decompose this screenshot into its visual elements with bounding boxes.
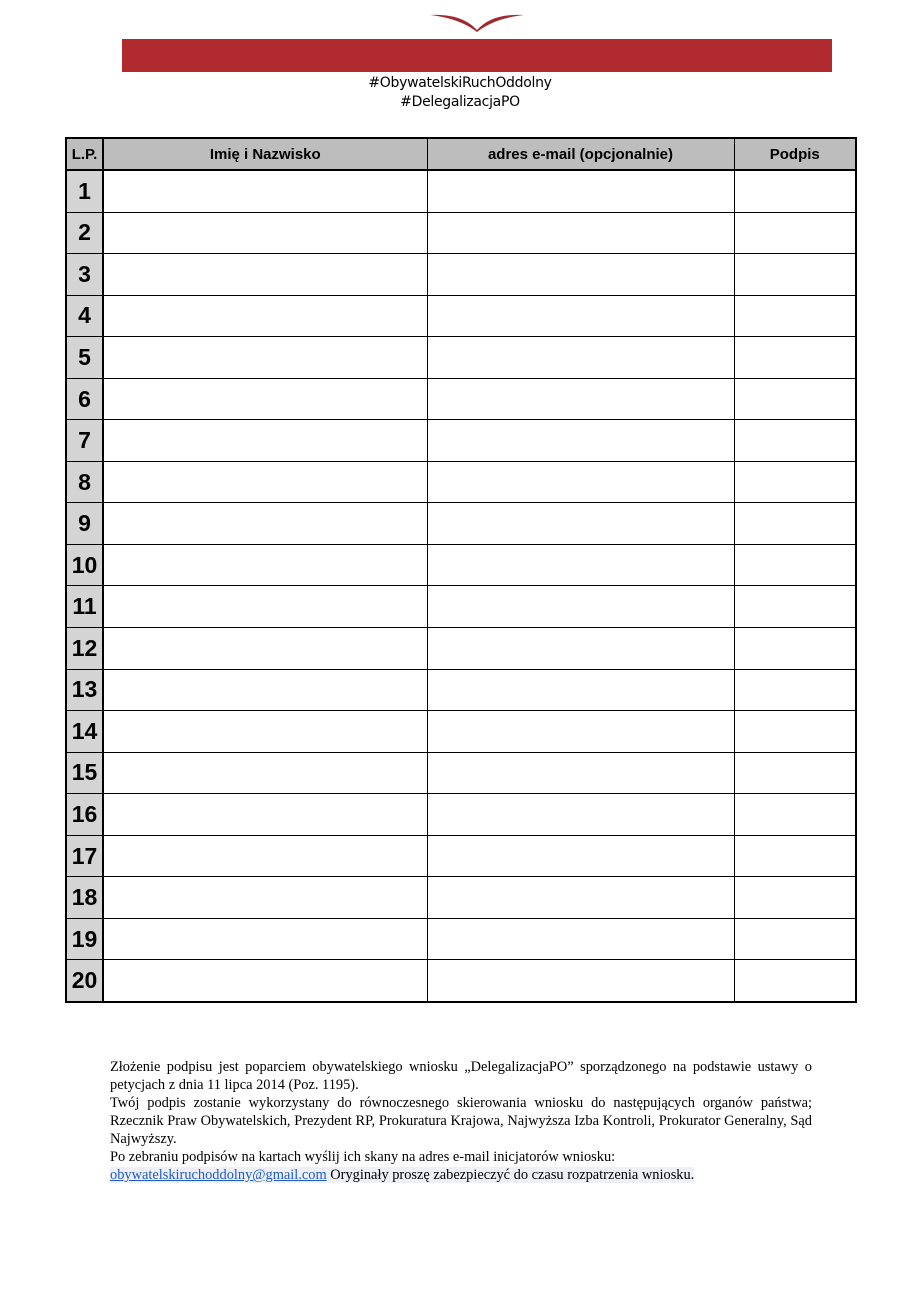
signature-cell[interactable] [734,378,856,420]
email-cell[interactable] [427,212,734,254]
table-row [66,212,856,254]
row-number: 3 [66,254,103,296]
row-number: 18 [66,877,103,919]
signature-cell[interactable] [734,212,856,254]
signature-cell[interactable] [734,544,856,586]
row-number: 15 [66,752,103,794]
row-number: 5 [66,337,103,379]
row-number: 8 [66,461,103,503]
name-cell[interactable] [103,337,427,379]
footer-notice [110,1058,812,1184]
table-row [66,835,856,877]
table-row [66,711,856,753]
row-number: 2 [66,212,103,254]
signature-cell[interactable] [734,711,856,753]
signature-cell[interactable] [734,586,856,628]
signature-cell[interactable] [734,960,856,1002]
table-row [66,461,856,503]
name-cell[interactable] [103,960,427,1002]
footer-paragraph-1: Złożenie podpisu jest poparciem obywatelskiego wniosku „DelegalizacjaPO” sporządzonego na podstawie ustawy o petycjach z dnia 11 lipca 2014 (Poz. 1195). [110,1059,812,1093]
signature-cell[interactable] [734,835,856,877]
signature-cell[interactable] [734,420,856,462]
signature-cell[interactable] [734,503,856,545]
row-number: 11 [66,586,103,628]
footer-closing-text: Oryginały proszę zabezpieczyć do czasu rozpatrzenia wniosku. [326,1167,695,1183]
footer-paragraph-2: Twój podpis zostanie wykorzystany do równoczesnego skierowania wniosku do następujących organów państwa; Rzecznik Praw Obywatelskich, Prezydent RP, Prokuratura Krajowa, Najwyższa Izba Kontroli, Prokurator Generalny, Sąd Najwyższy. [110,1095,812,1147]
email-cell[interactable] [427,918,734,960]
name-cell[interactable] [103,254,427,296]
row-number: 14 [66,711,103,753]
wing-logo-icon [428,12,526,34]
table-row [66,877,856,919]
signature-cell[interactable] [734,794,856,836]
row-number: 16 [66,794,103,836]
email-cell[interactable] [427,877,734,919]
signature-cell[interactable] [734,170,856,212]
email-cell[interactable] [427,378,734,420]
email-cell[interactable] [427,628,734,670]
table-row [66,752,856,794]
row-number: 9 [66,503,103,545]
column-header-lp: L.P. [66,138,103,170]
row-number: 10 [66,544,103,586]
row-number: 17 [66,835,103,877]
row-number: 6 [66,378,103,420]
table-row [66,420,856,462]
row-number: 19 [66,918,103,960]
email-cell[interactable] [427,711,734,753]
name-cell[interactable] [103,503,427,545]
name-cell[interactable] [103,170,427,212]
table-row [66,170,856,212]
column-header-name: Imię i Nazwisko [103,138,427,170]
hashtags [0,74,920,112]
table-row [66,378,856,420]
table-row [66,586,856,628]
email-cell[interactable] [427,337,734,379]
table-header-row [66,138,856,170]
table-row [66,669,856,711]
email-cell[interactable] [427,752,734,794]
signature-cell[interactable] [734,877,856,919]
row-number: 4 [66,295,103,337]
email-cell[interactable] [427,835,734,877]
name-cell[interactable] [103,835,427,877]
table-row [66,544,856,586]
signature-cell[interactable] [734,669,856,711]
name-cell[interactable] [103,378,427,420]
signature-cell[interactable] [734,752,856,794]
table-row [66,503,856,545]
signature-cell[interactable] [734,254,856,296]
column-header-signature: Podpis [734,138,856,170]
email-cell[interactable] [427,794,734,836]
signature-cell[interactable] [734,461,856,503]
signature-table [65,137,857,1003]
table-row [66,295,856,337]
name-cell[interactable] [103,420,427,462]
footer-paragraph-3: Po zebraniu podpisów na kartach wyślij ich skany na adres e-mail inicjatorów wniosku: [110,1149,616,1165]
email-cell[interactable] [427,461,734,503]
signature-cell[interactable] [734,295,856,337]
table-row [66,794,856,836]
name-cell[interactable] [103,711,427,753]
signature-cell[interactable] [734,628,856,670]
table-row [66,254,856,296]
email-cell[interactable] [427,960,734,1002]
email-cell[interactable] [427,254,734,296]
email-cell[interactable] [427,170,734,212]
footer-paragraph-4 [110,1166,812,1184]
column-header-email: adres e-mail (opcjonalnie) [427,138,734,170]
name-cell[interactable] [103,669,427,711]
name-cell[interactable] [103,586,427,628]
row-number: 13 [66,669,103,711]
name-cell[interactable] [103,212,427,254]
row-number: 20 [66,960,103,1002]
row-number: 7 [66,420,103,462]
row-number: 1 [66,170,103,212]
table-row [66,337,856,379]
name-cell[interactable] [103,544,427,586]
name-cell[interactable] [103,794,427,836]
name-cell[interactable] [103,752,427,794]
email-cell[interactable] [427,503,734,545]
signature-cell[interactable] [734,918,856,960]
name-cell[interactable] [103,461,427,503]
table-row [66,628,856,670]
email-cell[interactable] [427,420,734,462]
email-cell[interactable] [427,295,734,337]
header-banner [122,39,832,72]
name-cell[interactable] [103,295,427,337]
name-cell[interactable] [103,628,427,670]
name-cell[interactable] [103,877,427,919]
email-cell[interactable] [427,586,734,628]
hashtag-delegalizacja: #DelegalizacjaPO [400,94,520,110]
email-cell[interactable] [427,669,734,711]
hashtag-obywatelski: #ObywatelskiRuchOddolny [368,75,552,91]
row-number: 12 [66,628,103,670]
table-row [66,918,856,960]
contact-email-link[interactable]: obywatelskiruchoddolny@gmail.com [110,1167,327,1183]
name-cell[interactable] [103,918,427,960]
table-row [66,960,856,1002]
email-cell[interactable] [427,544,734,586]
signature-cell[interactable] [734,337,856,379]
